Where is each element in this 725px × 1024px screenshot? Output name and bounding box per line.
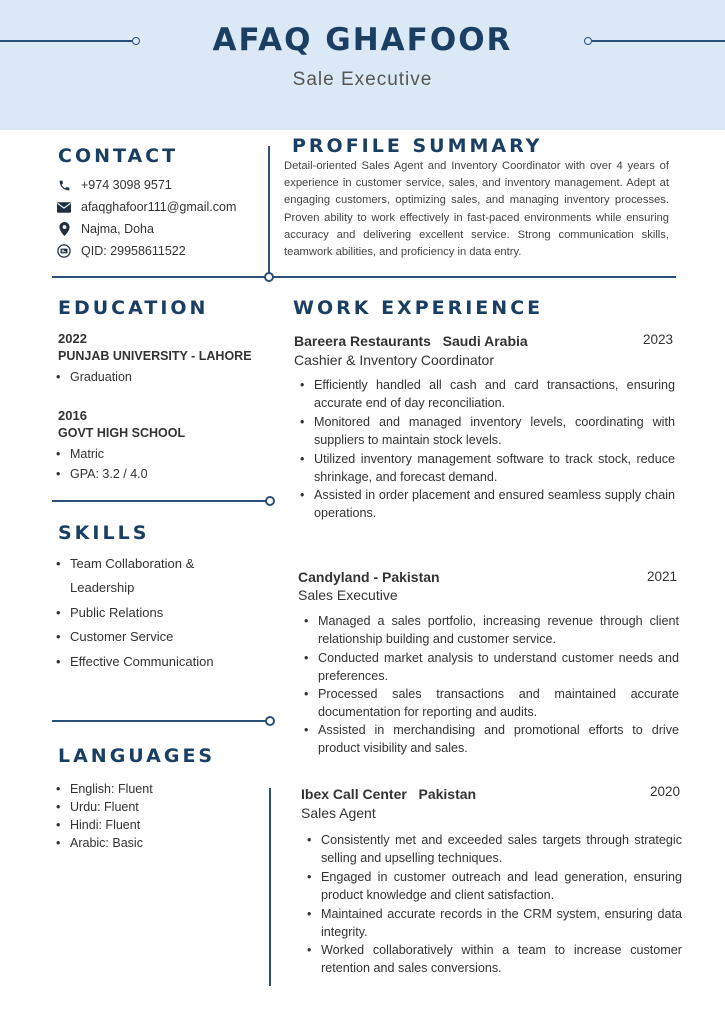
skills-heading: SKILLS — [58, 522, 149, 544]
phone-text: +974 3098 9571 — [81, 178, 172, 192]
job-bullet: • Engaged in customer outreach and lead generation, ensuring product knowledge and client satisfaction. — [321, 868, 682, 904]
education-item: • Graduation — [70, 370, 132, 384]
candidate-name: AFAQ GHAFOOR — [212, 22, 513, 58]
contact-qid — [56, 244, 186, 258]
id-card-icon — [56, 244, 72, 258]
job-bullet: • Processed sales transactions and maintained accurate documentation for reporting and audits. — [318, 685, 679, 721]
language-item: • Urdu: Fluent — [70, 800, 139, 814]
skills-bottom-line — [52, 720, 268, 722]
job-company: Candyland - Pakistan — [298, 569, 440, 585]
job-bullet: • Assisted in order placement and ensured seamless supply chain operations. — [314, 486, 675, 522]
education-item: • GPA: 3.2 / 4.0 — [70, 467, 148, 481]
job-bullet: • Utilized inventory management software to track stock, reduce shrinkage, and forecast demand. — [314, 450, 675, 486]
contact-location — [56, 222, 154, 236]
location-text: Najma, Doha — [81, 222, 154, 236]
qid-text: QID: 29958611522 — [81, 244, 186, 258]
job-bullet: • Managed a sales portfolio, increasing revenue through client relationship building and customer service. — [318, 612, 679, 648]
job-bullet: • Consistently met and exceeded sales targets through strategic selling and upselling techniques. — [321, 831, 682, 867]
job-role: Cashier & Inventory Coordinator — [294, 352, 494, 368]
top-vertical-divider — [268, 146, 270, 277]
candidate-role: Sale Executive — [292, 69, 433, 90]
location-pin-icon — [56, 222, 72, 236]
job-bullet: • Maintained accurate records in the CRM system, ensuring data integrity. — [321, 905, 682, 941]
education-year: 2022 — [58, 331, 87, 346]
work-heading: WORK EXPERIENCE — [293, 297, 543, 319]
skill-item: • Customer Service — [70, 625, 173, 649]
bottom-vertical-divider — [269, 788, 271, 986]
education-item: • Matric — [70, 447, 104, 461]
job-bullet: • Assisted in merchandising and promotional efforts to drive product visibility and sales. — [318, 721, 679, 757]
job-bullet: • Worked collaboratively within a team to increase customer retention and sales conversions. — [321, 941, 682, 977]
education-bottom-line — [52, 500, 268, 502]
education-school: GOVT HIGH SCHOOL — [58, 426, 186, 440]
job-bullet: • Monitored and managed inventory levels, coordinating with suppliers to maintain stock levels. — [314, 413, 675, 449]
education-school: PUNJAB UNIVERSITY - LAHORE — [58, 349, 252, 363]
phone-icon — [56, 179, 72, 192]
profile-summary-text: Detail-oriented Sales Agent and Inventory Coordinator with over 4 years of experience in customer service, sales, and inventory management. Adept at engaging customers, optimizing sales, and managing inventory processes. Proven ability to work effectively in fast-paced environments while ensuring accuracy and delivering excellent service. Strong communication skills, teamwork abilities, and proficiency in data entry. — [284, 160, 669, 259]
skill-item: • Public Relations — [70, 601, 163, 625]
profile-heading: PROFILE SUMMARY — [292, 135, 542, 157]
skill-item: • Team Collaboration & Leadership — [70, 552, 220, 600]
profile-bottom-line — [52, 276, 676, 278]
languages-heading: LANGUAGES — [58, 745, 215, 767]
education-heading: EDUCATION — [58, 297, 208, 319]
job-company: Bareera Restaurants Saudi Arabia — [294, 333, 528, 349]
skills-divider-dot — [265, 716, 275, 726]
contact-phone — [56, 178, 172, 192]
job-role: Sales Agent — [301, 805, 376, 821]
language-item: • Hindi: Fluent — [70, 818, 140, 832]
profile-divider-dot — [264, 272, 274, 282]
email-icon — [56, 202, 72, 213]
job-bullet: • Efficiently handled all cash and card transactions, ensuring accurate end of day reconciliation. — [314, 376, 675, 412]
education-year: 2016 — [58, 408, 87, 423]
contact-heading: CONTACT — [58, 145, 178, 167]
header-banner — [0, 0, 725, 130]
skill-item: • Effective Communication — [70, 650, 214, 674]
job-bullet: • Conducted market analysis to understand customer needs and preferences. — [318, 649, 679, 685]
job-year: 2023 — [643, 332, 674, 347]
job-year: 2020 — [650, 784, 681, 799]
job-role: Sales Executive — [298, 587, 398, 603]
job-company: Ibex Call Center Pakistan — [301, 786, 477, 802]
language-item: • Arabic: Basic — [70, 836, 143, 850]
email-text: afaqghafoor111@gmail.com — [81, 200, 237, 214]
job-year: 2021 — [647, 569, 678, 584]
education-divider-dot — [265, 496, 275, 506]
language-item: • English: Fluent — [70, 782, 153, 796]
contact-email — [56, 200, 236, 214]
